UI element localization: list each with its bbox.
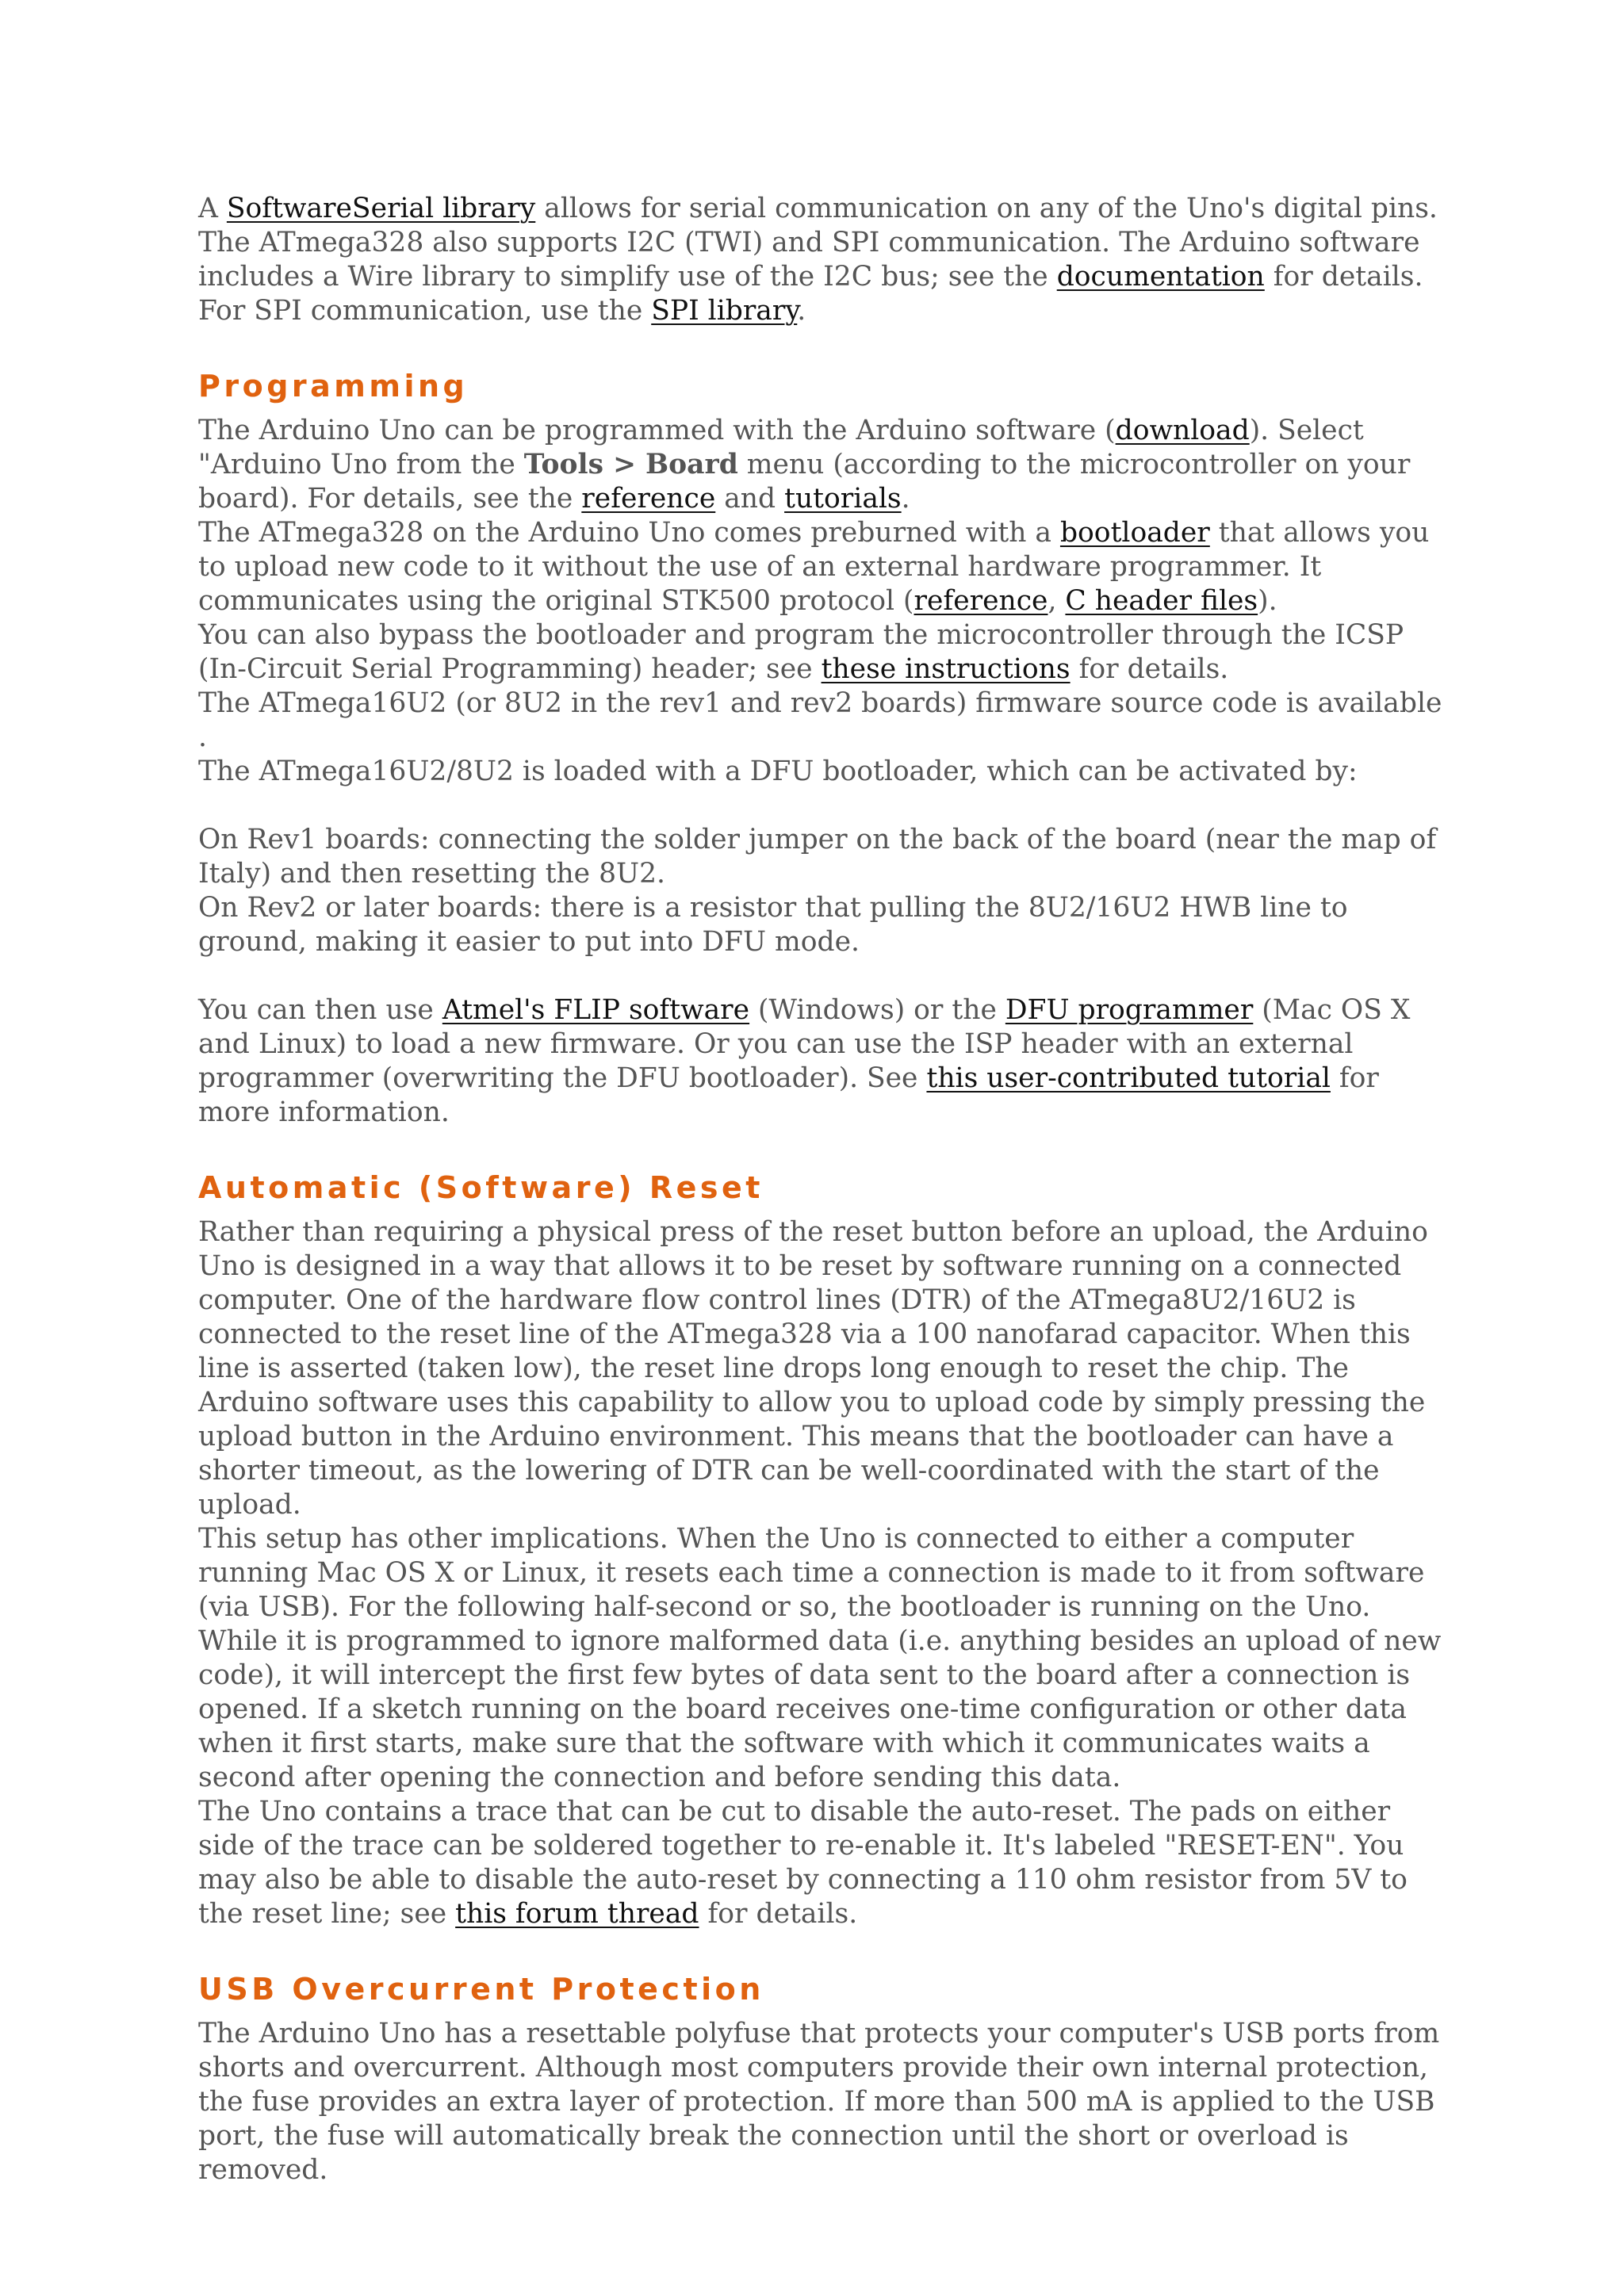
text: The ATmega328 on the Arduino Uno comes preburned with a [198,517,1060,549]
text: for details. [1070,653,1229,685]
text: (Windows) or the [749,994,1005,1026]
usb-overcurrent-heading: USB Overcurrent Protection [198,1972,764,2007]
text: . [797,295,806,327]
download-link[interactable]: download [1115,415,1250,446]
automatic-reset-heading: Automatic (Software) Reset [198,1170,764,1205]
text: . [901,483,910,515]
text: allows for serial communication on any of the Uno's digital pins. The ATmega328 also supports I2C (TWI) and SPI communication. The Arduino software includes a Wire library to simplify use of the I2C bus; see the [198,193,1438,293]
dfu-programmer-link[interactable]: DFU programmer [1005,994,1254,1026]
text: and [715,483,785,515]
text: , [1048,585,1066,617]
c-header-files-link[interactable]: C header files [1065,585,1258,617]
text: for more information. [198,1062,1379,1128]
bootloader-link[interactable]: bootloader [1059,517,1210,549]
programming-paragraph-2 [198,516,1451,618]
text: for details. For SPI communication, use the [198,261,1423,327]
reset-paragraph-3 [198,1795,1451,1931]
text: ). Select "Arduino Uno from the [198,415,1364,480]
text: ). [1258,585,1277,617]
reset-paragraph-2: This setup has other implications. When the Uno is connected to either a computer running Mac OS X or Linux, it resets each time a connection is made to it from software (via USB). For the following half-second or so, the bootloader is running on the Uno. While it is programmed to ignore malformed data (i.e. anything besides an upload of new code), it will intercept the first few bytes of data sent to the board after a connection is opened. If a sketch running on the board receives one-time configuration or other data when it first starts, make sure that the software with which it communicates waits a second after opening the connection and before sending this data. [198,1523,1442,1793]
reference-link[interactable]: reference [581,483,716,515]
tools-board-menu-path: Tools > Board [523,449,738,480]
spi-library-link[interactable]: SPI library [651,295,798,327]
documentation-link[interactable]: documentation [1056,261,1265,293]
usb-paragraph-1: The Arduino Uno has a resettable polyfuse that protects your computer's USB ports from shorts and overcurrent. Although most computers provide their own internal protection, the fuse provides an extra layer of protection. If more than 500 mA is applied to the USB port, the fuse will automatically break the connection until the short or overload is removed. [198,2018,1440,2186]
programming-heading: Programming [198,369,469,404]
programming-paragraph-8 [198,993,1451,1130]
text: that allows you to upload new code to it without the use of an external hardware programmer. It communicates using the original STK500 protocol ( [198,517,1430,617]
programming-paragraph-5: The ATmega16U2/8U2 is loaded with a DFU bootloader, which can be activated by: [198,756,1358,787]
atmel-flip-link[interactable]: Atmel's FLIP software [442,994,750,1026]
text: A [198,193,227,224]
text: (Mac OS X and Linux) to load a new firmware. Or you can use the ISP header with an external programmer (overwriting the DFU bootloader). See [198,994,1411,1094]
programming-paragraph-7: On Rev2 or later boards: there is a resistor that pulling the 8U2/16U2 HWB line to ground, making it easier to put into DFU mode. [198,892,1348,958]
text: The Uno contains a trace that can be cut to disable the auto-reset. The pads on either side of the trace can be soldered together to re-enable it. It's labeled "RESET-EN". You may also be able to disable the auto-reset by connecting a 110 ohm resistor from 5V to the reset line; see [198,1796,1408,1930]
programming-paragraph-3 [198,618,1451,687]
text: You can then use [198,994,442,1026]
user-contributed-tutorial-link[interactable]: this user-contributed tutorial [926,1062,1331,1094]
tutorials-link[interactable]: tutorials [784,483,902,515]
programming-paragraph-6: On Rev1 boards: connecting the solder jumper on the back of the board (near the map of Italy) and then resetting the 8U2. [198,824,1437,890]
text: for details. [699,1898,858,1930]
these-instructions-link[interactable]: these instructions [821,653,1071,685]
stk500-reference-link[interactable]: reference [914,585,1048,617]
reset-paragraph-1: Rather than requiring a physical press of the reset button before an upload, the Arduino Uno is designed in a way that allows it to be reset by software running on a connected computer. One of the hardware flow control lines (DTR) of the ATmega8U2/16U2 is connected to the reset line of the ATmega328 via a 100 nanofarad capacitor. When this line is asserted (taken low), the reset line drops long enough to reset the chip. The Arduino software uses this capability to allow you to upload code by simply pressing the upload button in the Arduino environment. This means that the bootloader can have a shorter timeout, as the lowering of DTR can be well-coordinated with the start of the upload. [198,1216,1428,1521]
text: You can also bypass the bootloader and program the microcontroller through the ICSP (In-Circuit Serial Programming) header; see [198,619,1404,685]
spacer [198,959,1451,993]
text: The Arduino Uno can be programmed with the Arduino software ( [198,415,1116,446]
forum-thread-link[interactable]: this forum thread [455,1898,699,1930]
document-page [198,192,1451,2187]
intro-paragraph [198,192,1451,328]
programming-paragraph-4: The ATmega16U2 (or 8U2 in the rev1 and rev2 boards) firmware source code is available . [198,687,1442,753]
spacer [198,789,1451,823]
programming-paragraph-1 [198,414,1451,516]
softwareserial-library-link[interactable]: SoftwareSerial library [226,193,536,224]
text: menu (according to the microcontroller on your board). For details, see the [198,449,1411,515]
